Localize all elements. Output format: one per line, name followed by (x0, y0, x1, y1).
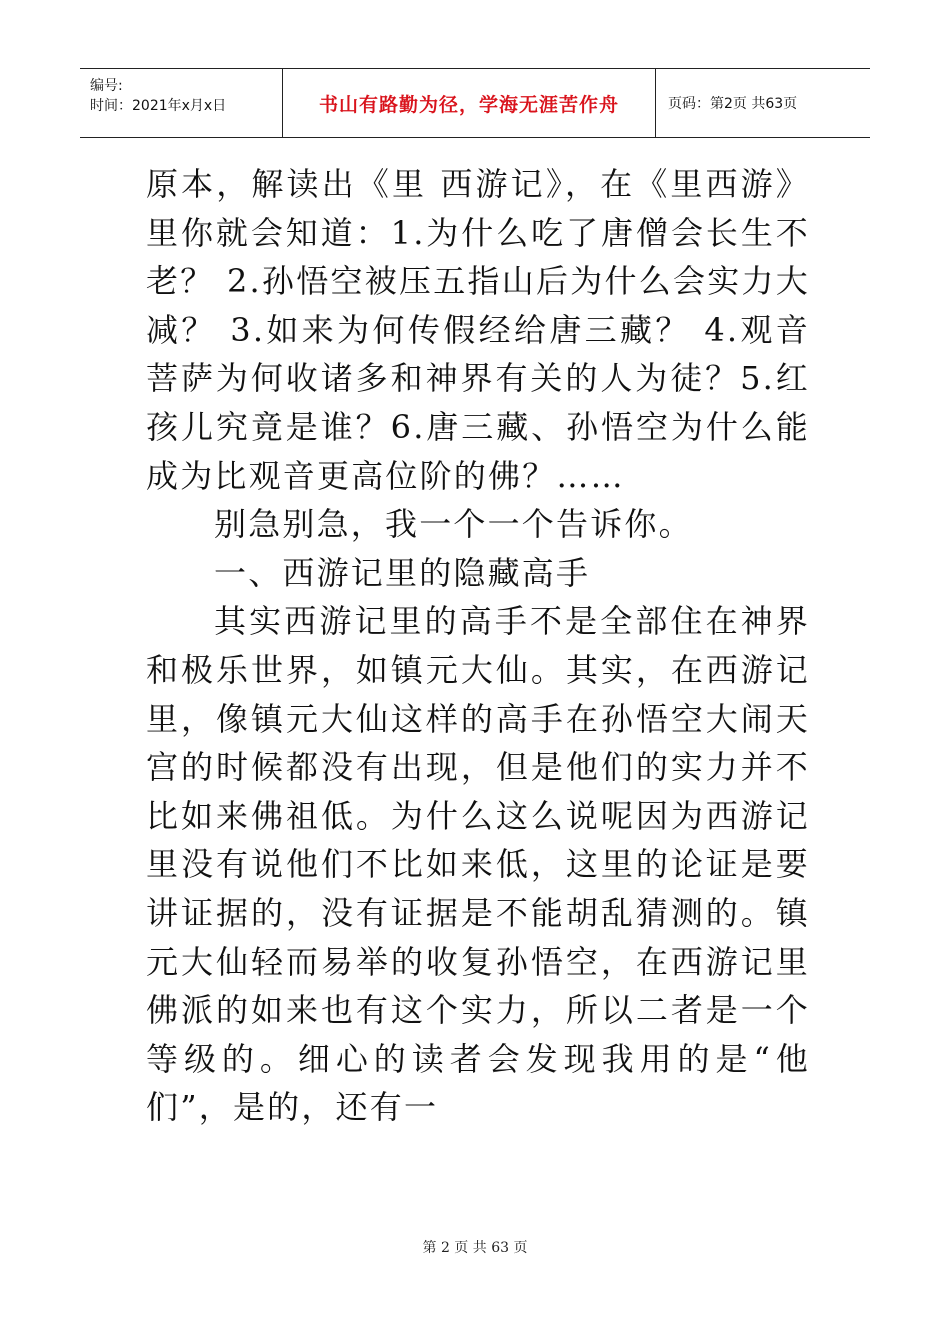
paragraph-aside: 别急别急，我一个一个告诉你。 (214, 505, 693, 544)
motto-text: 书山有路勤为径，学海无涯苦作舟 (318, 93, 619, 116)
page-info: 页码：第2页 共63页 (668, 96, 798, 112)
paragraph-intro: 原本，解读出《里 西游记》，在《里西游》里你就会知道：1.为什么吃了唐僧会长生不老？ 2.孙悟空被压五指山后为什么会实力大减？ 3.如来为何传假经给唐三藏？ 4.观音菩萨为何收诸多和神界有关的人为徒？5.红孩儿究竟是谁？6.唐三藏、孙悟空为什么能成为比观音更高位阶的佛？…… (146, 165, 810, 495)
paragraph-main: 其实西游记里的高手不是全部住在神界和极乐世界，如镇元大仙。其实，在西游记里，像镇元大仙这样的高手在孙悟空大闹天宫的时候都没有出现，但是他们的实力并不比如来佛祖低。为什么这么说呢因为西游记里没有说他们不比如来低，这里的论证是要讲证据的，没有证据是不能胡乱猜测的。镇元大仙轻而易举的收复孙悟空，在西游记里佛派的如来也有这个实力，所以二者是一个等级的。细心的读者会发现我用的是“他们”，是的，还有一 (146, 602, 810, 1127)
header-page-cell (656, 69, 870, 137)
header-motto-cell (283, 69, 656, 137)
date-label: 时间：2021年x月x日 (90, 98, 227, 114)
document-body (146, 160, 810, 1132)
section-heading: 一、西游记里的隐藏高手 (214, 553, 591, 592)
header-meta-cell (80, 69, 283, 137)
page-footer: 第 2 页 共 63 页 (422, 1240, 528, 1256)
serial-number-label: 编号: (90, 78, 123, 94)
page-header (80, 68, 870, 138)
